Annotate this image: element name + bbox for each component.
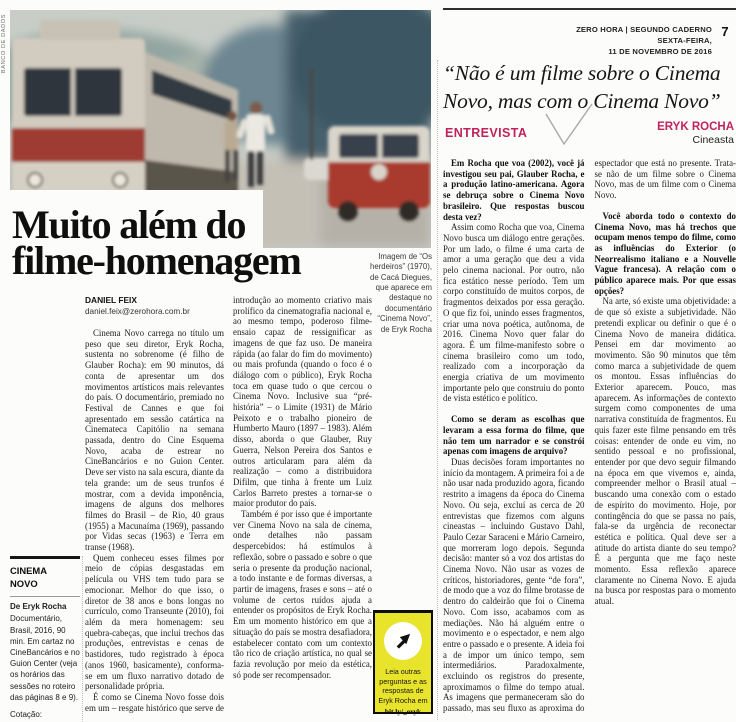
photo-caption: Imagem de “Os herdeiros” (1970), de Cacá Diegues, que aparece em destaque no documentário “Cinema Novo”, de Eryk Rocha xyxy=(370,252,432,334)
publication-name: ZERO HORA | SEGUNDO CADERNO xyxy=(576,25,712,34)
article-paragraph: Quem conheceu esses filmes por meio de cópias desgastadas em película ou VHS tem tudo para se emocionar. Melhor do que isso, o diretor de 38 anos e bons longas no currículo, como Transeunte (2010), foi além da mera homenagem: seu quebra-cabeças, que inclui trechos das produções, entrevistas e cenas de bastidores, tudo registrado à época (anos 1960, basicamente), conforma-se em um fluxo narrativo dotado de personalidade própria. xyxy=(85,552,224,692)
section-dotted-rule xyxy=(437,60,438,720)
byline-author: DANIEL FEIX xyxy=(85,295,137,305)
film-info-box xyxy=(10,556,80,722)
cursor-arrow-icon xyxy=(390,628,416,654)
byline-email-link[interactable]: daniel.feix@zerohora.com.br xyxy=(85,307,190,316)
interview-qa xyxy=(443,158,736,720)
pull-quote-line2: Novo, mas com o Cinema Novo” xyxy=(443,88,721,113)
article-paragraph: Também é por isso que é importante ver Cinema Novo na sala de cinema, onde detalhes não passam despercebidos: há estímulos à reflexão, sobre o passado e sobre o que seria o presente da produção nacional, a todo instante e de formas diversas, a partir de imagens, frases e sons – até o volume de certos ruídos ajuda a entender os propósitos de Eryk Rocha. Em um momento histórico em que a situação do país se mostra desafiadora, estabelecer contato com um contexto tão rico de criação artística, no qual se fazia revolução por meio da estética, só pode ser recompensador. xyxy=(233,509,372,680)
interview-question: Você aborda todo o contexto do Cinema Novo, mas há trechos que ocupam menos tempo do filme, como as influências do Exterior (o Neorrealismo italiano e a Nouvelle Vague francesa). A relação com o público aparece mais. Por que essas opções? xyxy=(594,210,736,296)
edition-day: SEXTA-FEIRA, xyxy=(657,36,712,45)
interviewee-role: Cineasta xyxy=(692,134,734,146)
interview-answer: Assim como Rocha que voa, Cinema Novo busca um diálogo entre gerações. Por um lado, o filme é uma carta de amor a uma geração que deu a vida pelo cinema nacional. Por outro, não fica estático nesse período. Tem um corpo constituído de muitos corpos, de fragmentos deixados por essa geração. O que fiz foi, unindo esses fragmentos, criar uma nova poética, autônoma, de 2016. Cinema Novo quer falar do agora. É um filme-manifesto sobre o cinema brasileiro como um todo, realizado com a incorporação da energia criativa de um movimento importante pelo que construiu do ponto de vista estético e político. xyxy=(443,222,585,404)
promo-link[interactable]: bit.ly/_eryk xyxy=(384,706,422,716)
edition-date: 11 DE NOVEMBRO DE 2016 xyxy=(608,47,712,56)
promo-box[interactable] xyxy=(373,610,433,714)
interview-kicker: ENTREVISTA xyxy=(445,126,528,140)
headline-line1: Muito além do xyxy=(12,202,246,247)
interview-answer: Na arte, só existe uma objetividade: a de que só existe a subjetividade. Não pretendi explicar ou definir o que é o Cinema Novo de maneira didática. Pensei em dar movimento ao movimento. São 90 minutos que têm como marca a subjetividade de quem os montou. Essas influências do Exterior aparecem. Pouco, mas aparecem. As informações de contexto surgem como componentes de uma narrativa constituída de fragmentos. Eu quis fazer este filme pensando em três coisas: entender de onde eu vim, no sentido pessoal e no profissional, entender por que devo seguir filmando na época em que vivemos e, ainda, compreender melhor o Brasil atual – buscando uma conexão com o estado de espírito do movimento. Hoje, por contingência do que se passa no país, fala-se da urgência de reconectar estética e política. Qual deve ser a atitude do artista diante do seu tempo? É a pergunta que me faço neste momento. Essa reflexão aparece claramente no Cinema Novo. E ajuda na busca por respostas para o momento atual. xyxy=(594,296,736,607)
film-title-line2: NOVO xyxy=(10,577,38,589)
article-paragraph: É como se Cinema Novo fosse dois em um – resgate histórico que serve de introdução ao momento criativo mais prolífico da cinematografia nacional e, ao mesmo tempo, poderoso filme-ensaio capaz de ressignificar as imagens de que faz uso. De maneira rápida (ao falar do fim do movimento) ou mais profunda (quando o foco é o diálogo com o público), Eryk Rocha toca em quase tudo o que cercou o Cinema Novo. Inclusive sua “pré-história” – o Limite (1931) de Mário Peixoto e o trabalho pioneiro de Humberto Mauro (1897 – 1983). Além disso, aborda o que Glauber, Ruy Guerra, Nelson Pereira dos Santos e outros articularam para além da realização – como a distribuidora Difilm, que tinha à frente um Luiz Carlos Barreto prestes a tornar-se o maior produtor do país. xyxy=(85,295,372,713)
interview-question: Em Rocha que voa (2002), você já investigou seu pai, Glauber Rocha, e a produção latino-americana. Agora se debruça sobre o Cinema Novo brasileiro. Que respostas buscou desta vez? xyxy=(443,158,585,222)
byline xyxy=(85,295,224,316)
film-title-line1: CINEMA xyxy=(10,565,47,576)
page-number: 7 xyxy=(721,24,729,39)
film-title xyxy=(10,565,80,590)
rating-label: Cotação: xyxy=(10,709,43,719)
feature-photo xyxy=(10,10,431,248)
article-paragraph: Cinema Novo carrega no título um peso que seu diretor, Eryk Rocha, sustenta no sobrenome (é filho de Glauber Rocha): em 90 minutos, dá conta de apresentar um dos movimentos artísticos mais relevantes do país. O documentário, premiado no Festival de Cannes e que foi apresentado em sessão catártica na Cinemateca Capitólio na semana passada, dentro do Cine Esquema Novo, acaba de estrear no CineBancários e no Guion Center. Deve ser visto na sala escura, diante da tela grande: um de seus trunfos é mostrar, com a devida imponência, imagens de alguns dos melhores filmes do Brasil – de Rio, 40 graus (1955) a Macunaíma (1969), passando por Vidas secas (1963) e Terra em transe (1968). xyxy=(85,328,224,553)
interview-question: Como se deram as escolhas que levaram a essa forma do filme, que não tem um narrador e se constrói apenas com imagens de arquivo? xyxy=(443,414,585,457)
film-box-divider xyxy=(10,596,80,597)
promo-circle xyxy=(384,622,422,660)
masthead xyxy=(456,24,712,57)
interview-answer: Duas decisões foram importantes no início da montagem. A primeira foi a de não usar nada produzido agora, ficando restrito a imagens da época do Cinema Novo. Ou seja, excluí as cerca de 20 entrevistas que fizemos com alguns cineastas – incluindo Gustavo Dahl, Paulo Cezar Saraceni e Mário Carneiro, que morreram logo depois. Segunda decisão: manter só a voz dos artistas do Cinema Novo. Não usar as vozes de críticos, historiadores, gente “de fora”, de modo que a voz do filme brotasse de dentro do caldeirão que foi o Cinema Novo. Com isso, acabamos com as mediações. Não há alguém entre o movimento e o espectador, e nem algo entre o passado e o presente. A ideia foi a de impor um único tempo, sem intermediários. Paradoxalmente, excluindo os registros do presente, aproximamos o filme do tempo atual. As imagens que permaneceram são do passado, mas seu fluxo as aproxima do espectador que está no presente. Trata-se não de um filme sobre o Cinema Novo, mas de um filme com o Cinema Novo. xyxy=(443,158,736,714)
interviewee-block xyxy=(580,121,734,146)
photo-credit: BANCO DE DADOS xyxy=(1,14,7,74)
film-director: De Eryk Rocha xyxy=(10,602,67,612)
pull-quote-line1: “Não é um filme sobre o Cinema xyxy=(443,61,721,85)
interviewee-name: ERYK ROCHA xyxy=(657,121,734,133)
film-details: Documentário, Brasil, 2016, 90 min. Em cartaz no CineBancários e no Guion Center (veja os horários das sessões no roteiro das páginas 8 e 9). xyxy=(10,614,80,702)
headline-line2: filme-homenagem xyxy=(12,238,301,283)
filmbox-dotted-rule xyxy=(82,556,83,722)
promo-text: Leia outras perguntas e as respostas de Eryk Rocha em xyxy=(378,667,428,706)
article-body xyxy=(85,295,372,722)
section-top-rule xyxy=(443,8,736,10)
